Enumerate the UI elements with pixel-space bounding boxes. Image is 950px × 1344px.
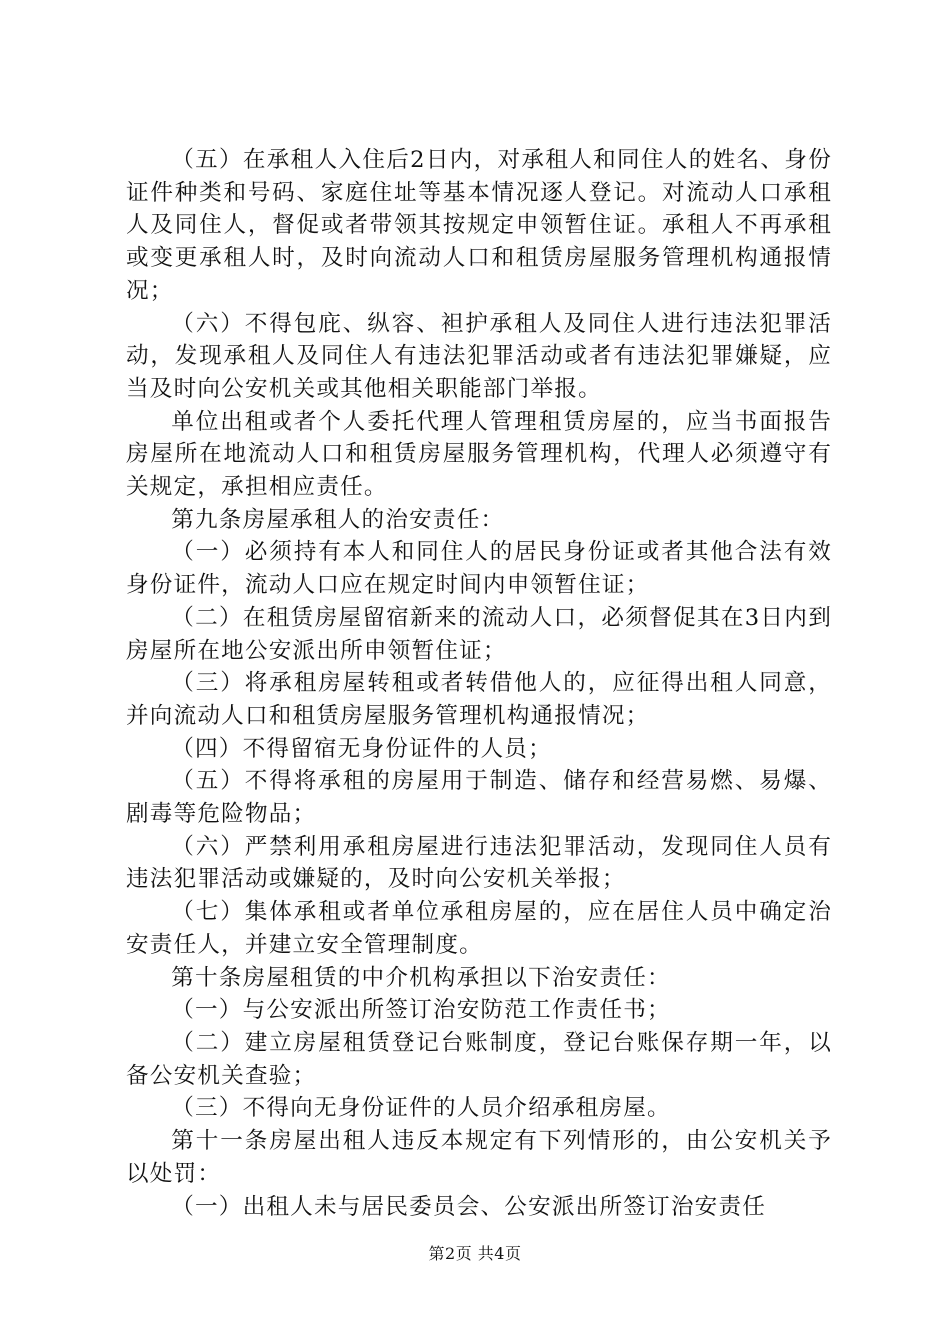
article-10-heading: 第十条房屋租赁的中介机构承担以下治安责任： [171,964,671,991]
article-11-item-1: （一）出租人未与居民委员会、公安派出所签订治安责任 [171,1193,767,1220]
document-body [126,144,832,1223]
article-9-item-2: （二）在租赁房屋留宿新来的流动人口，必须督促其在3日内到房屋所在地公安派出所申领暂住证； [126,604,832,664]
article-10-item-2: （二）建立房屋租赁登记台账制度，登记台账保存期一年，以备公安机关查验； [126,1029,832,1089]
article-9-heading: 第九条房屋承租人的治安责任： [171,506,505,533]
article-9-item-5: （五）不得将承租的房屋用于制造、储存和经营易燃、易爆、剧毒等危险物品； [126,768,832,828]
article-9-item-6: （六）严禁利用承租房屋进行违法犯罪活动，发现同住人员有违法犯罪活动或嫌疑的，及时向公安机关举报； [126,833,832,893]
article-10-item-3: （三）不得向无身份证件的人员介绍承租房屋。 [171,1095,671,1122]
article-11-heading: 第十一条房屋出租人违反本规定有下列情形的，由公安机关予以处罚： [126,1128,832,1187]
paragraph-6-no-harboring: （六）不得包庇、纵容、袒护承租人及同住人进行违法犯罪活动，发现承租人及同住人有违法犯罪活动或者有违法犯罪嫌疑，应当及时向公安机关或其他相关职能部门举报。 [126,310,832,402]
article-9-item-7: （七）集体承租或者单位承租房屋的，应在居住人员中确定治安责任人，并建立安全管理制度。 [126,899,832,958]
article-9-item-4: （四）不得留宿无身份证件的人员； [171,735,552,762]
article-9-item-3: （三）将承租房屋转租或者转借他人的，应征得出租人同意，并向流动人口和租赁房屋服务管理机构通报情况； [126,670,832,729]
article-10-item-1: （一）与公安派出所签订治安防范工作责任书； [171,997,671,1024]
article-9-item-1: （一）必须持有本人和同住人的居民身份证或者其他合法有效身份证件，流动人口应在规定时间内申领暂住证； [126,539,832,599]
paragraph-agent-report: 单位出租或者个人委托代理人管理租赁房屋的，应当书面报告房屋所在地流动人口和租赁房屋服务管理机构，代理人必须遵守有关规定，承担相应责任。 [126,408,832,501]
page-number-footer: 第2页 共4页 [428,1244,522,1263]
paragraph-5-registration: （五）在承租人入住后2日内，对承租人和同住人的姓名、身份证件种类和号码、家庭住址等基本情况逐人登记。对流动人口承租人及同住人，督促或者带领其按规定申领暂住证。承租人不再承租或变更承租人时，及时向流动人口和租赁房屋服务管理机构通报情况； [126,147,832,304]
